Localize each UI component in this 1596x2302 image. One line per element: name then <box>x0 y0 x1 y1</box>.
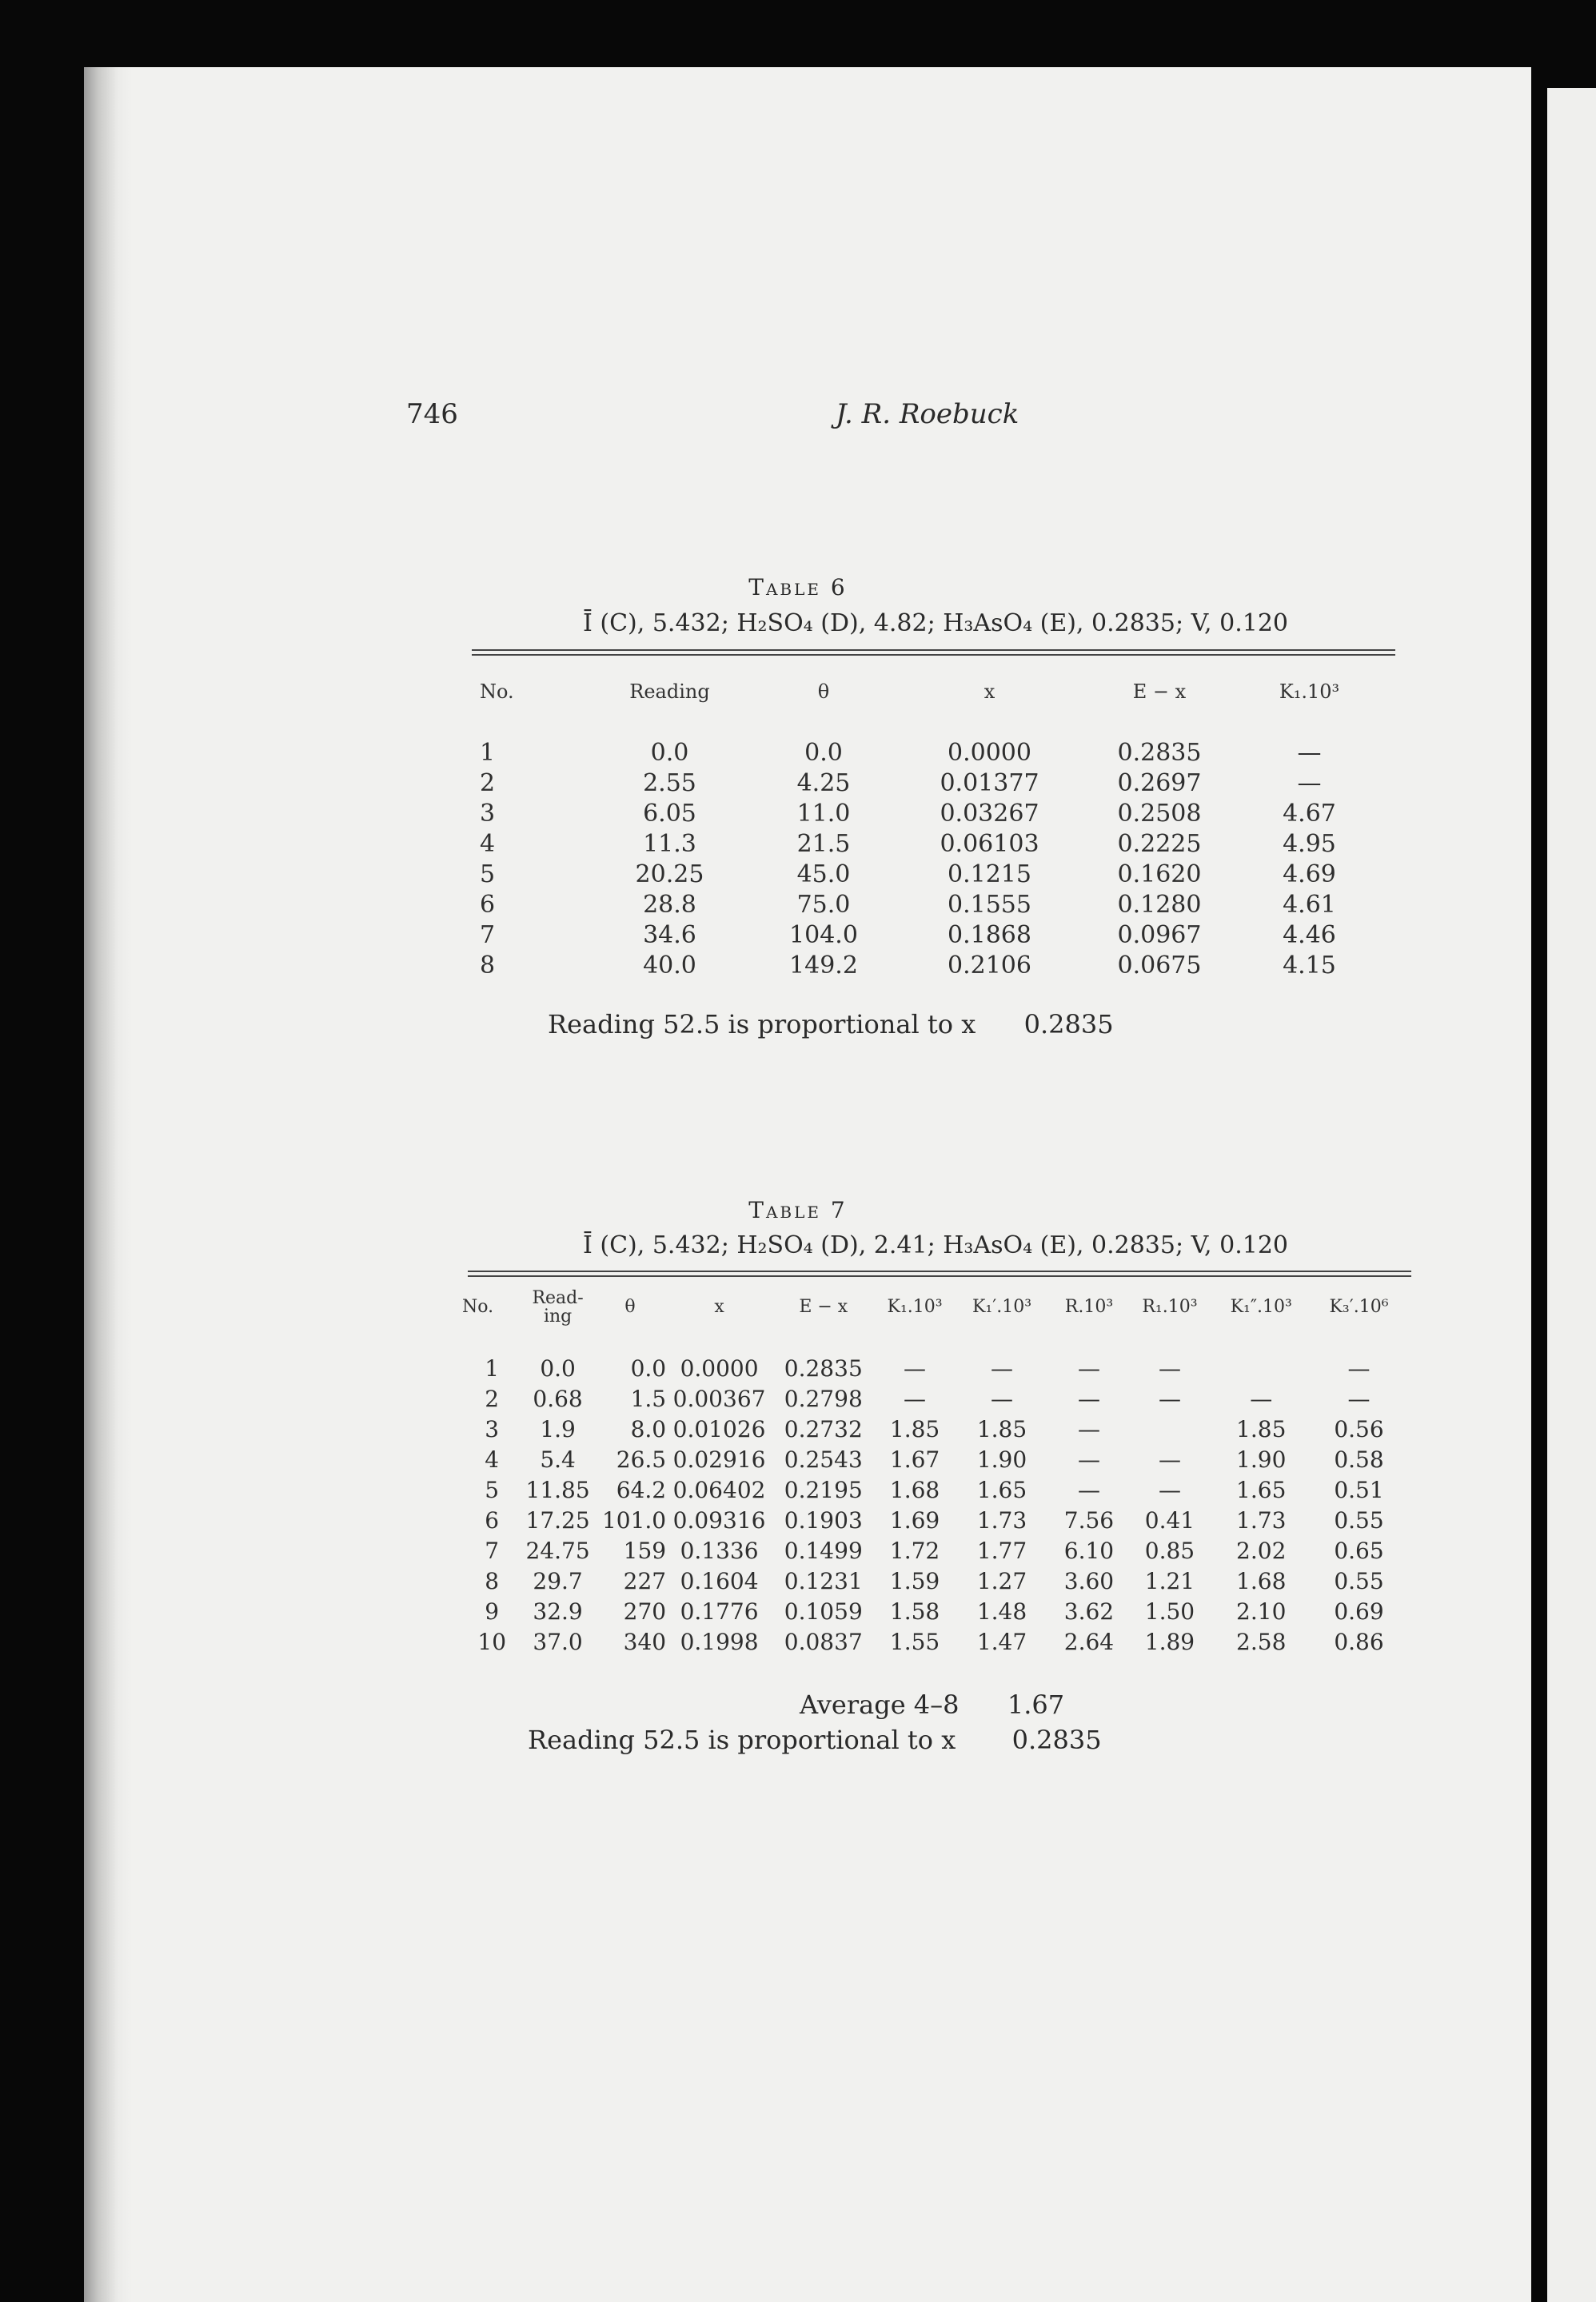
table-cell: 40.0 <box>643 951 696 979</box>
table-cell: 0.58 <box>1334 1446 1384 1473</box>
table-cell: 0.01377 <box>940 768 1039 797</box>
table-cell: — <box>904 1354 927 1382</box>
table-row <box>462 1566 1406 1596</box>
table-row <box>480 950 1375 980</box>
table-cell: 1.21 <box>1144 1567 1195 1594</box>
table7-note-label: Reading 52.5 is proportional to x <box>528 1725 956 1755</box>
table7-rule-top2 <box>468 1275 1411 1277</box>
table-cell: 2 <box>485 1385 500 1412</box>
table-cell: 0.0967 <box>1117 920 1202 949</box>
table-cell: 0.2195 <box>784 1476 863 1503</box>
table-cell: 3.62 <box>1063 1598 1115 1625</box>
table-cell: 45.0 <box>796 860 851 888</box>
table-cell: 159 <box>623 1537 667 1564</box>
table-cell: 4.67 <box>1283 799 1336 828</box>
table-cell: 2.55 <box>643 768 696 797</box>
table-cell: 1.48 <box>976 1598 1027 1625</box>
table-row <box>462 1444 1406 1474</box>
table-cell: 24.75 <box>525 1537 590 1564</box>
table6-subtitle: Ī (C), 5.432; H₂SO₄ (D), 4.82; H₃AsO₄ (E), 0.2835; V, 0.120 <box>583 609 1288 637</box>
table-cell: 0.2732 <box>784 1415 863 1442</box>
col-header-reading: Read-ing <box>532 1287 584 1327</box>
table-cell: 1.90 <box>1236 1446 1287 1473</box>
table-cell: 0.69 <box>1334 1598 1384 1625</box>
table7-rule-top <box>468 1271 1411 1272</box>
table-cell: 0.1499 <box>784 1537 863 1564</box>
table-cell: 2.58 <box>1236 1628 1287 1655</box>
table-cell: 0.86 <box>1334 1628 1384 1655</box>
table-cell: 227 <box>623 1567 667 1594</box>
table-cell: — <box>1297 768 1322 797</box>
table-cell: 0.56 <box>1334 1415 1384 1442</box>
col-header-theta: θ <box>624 1297 636 1318</box>
table-cell: 1.65 <box>976 1476 1027 1503</box>
col-header-no: No. <box>462 1297 494 1318</box>
running-head <box>0 398 1596 430</box>
col-header-k1-double-prime: K₁″.10³ <box>1230 1297 1292 1318</box>
table-row <box>462 1335 1406 1383</box>
table-cell: 104.0 <box>789 920 858 949</box>
col-header-theta: θ <box>817 680 830 703</box>
table-cell: 0.1868 <box>948 920 1031 949</box>
table-cell: 1.9 <box>540 1415 576 1442</box>
table6-note-value: 0.2835 <box>1023 1009 1114 1039</box>
table-cell: 0.55 <box>1334 1567 1384 1594</box>
table-cell: 0.01026 <box>672 1415 766 1442</box>
table-cell: 1.69 <box>889 1506 940 1534</box>
table-cell: 4.95 <box>1283 829 1336 858</box>
table-cell: 4.15 <box>1283 951 1336 979</box>
table-cell: 0.03267 <box>940 799 1039 828</box>
table7 <box>462 1279 1406 1657</box>
table-cell: 0.1620 <box>1117 860 1202 888</box>
table-cell: 8 <box>485 1567 500 1594</box>
table-cell: 75.0 <box>796 890 851 919</box>
table-cell: 1.47 <box>976 1628 1027 1655</box>
table-cell: 3 <box>485 1415 500 1442</box>
table6-note <box>548 1009 1114 1039</box>
table-cell: — <box>1158 1385 1181 1412</box>
table-cell: 34.6 <box>643 920 696 949</box>
table-cell: — <box>1077 1415 1100 1442</box>
table-cell: 10 <box>477 1628 507 1655</box>
table-cell: 0.1776 <box>680 1598 759 1625</box>
table-cell: 0.06103 <box>940 829 1039 858</box>
table-cell: 0.55 <box>1334 1506 1384 1534</box>
table-cell: 149.2 <box>789 951 858 979</box>
table-cell: 1.68 <box>889 1476 940 1503</box>
col-header-k1-prime: K₁′.10³ <box>972 1297 1032 1318</box>
table6 <box>480 664 1375 980</box>
table-row <box>462 1414 1406 1444</box>
table-cell: 6.05 <box>643 799 696 828</box>
table-row <box>462 1383 1406 1414</box>
table-cell: 0.0837 <box>784 1628 863 1655</box>
table-cell: 3 <box>480 799 496 828</box>
table-cell: 1.73 <box>976 1506 1027 1534</box>
table-cell: — <box>1077 1354 1100 1382</box>
table-cell: 11.85 <box>525 1476 590 1503</box>
table-cell: — <box>1158 1446 1181 1473</box>
table-cell: 8 <box>480 951 496 979</box>
table-cell: 0.1998 <box>680 1628 759 1655</box>
col-header-r: R.10³ <box>1064 1297 1114 1318</box>
table-cell: 0.0675 <box>1117 951 1202 979</box>
table-cell: 32.9 <box>533 1598 583 1625</box>
table-cell: 0.2508 <box>1117 799 1202 828</box>
col-header-x: x <box>984 680 996 703</box>
table-cell: 7.56 <box>1063 1506 1115 1534</box>
table-cell: 1.72 <box>889 1537 940 1564</box>
table-cell: 0.85 <box>1144 1537 1195 1564</box>
table-cell: 0.1604 <box>680 1567 759 1594</box>
table-cell: 28.8 <box>643 890 696 919</box>
table-cell: 1.59 <box>889 1567 940 1594</box>
table-cell: 7 <box>485 1537 500 1564</box>
table-cell: 2 <box>480 768 496 797</box>
table-cell: — <box>1297 738 1322 767</box>
table-cell: — <box>1158 1354 1181 1382</box>
table-cell: 0.1215 <box>948 860 1031 888</box>
table-cell: 5 <box>485 1476 500 1503</box>
table-row <box>462 1474 1406 1505</box>
table-cell: 1.90 <box>976 1446 1027 1473</box>
table-cell: — <box>991 1354 1013 1382</box>
table-cell: 7 <box>480 920 496 949</box>
table-row <box>480 720 1375 768</box>
table-cell: 1.73 <box>1236 1506 1287 1534</box>
table-cell: 11.3 <box>643 829 696 858</box>
table-cell: 0.02916 <box>672 1446 766 1473</box>
table-cell: 4.69 <box>1283 860 1336 888</box>
table-cell: 1.85 <box>889 1415 940 1442</box>
table-cell: 0.2543 <box>784 1446 863 1473</box>
table-cell: 1.68 <box>1236 1567 1287 1594</box>
table-cell: 0.0 <box>804 738 843 767</box>
table6-header-row <box>480 664 1375 720</box>
table-cell: 1.85 <box>1236 1415 1287 1442</box>
table-cell <box>1210 1335 1312 1383</box>
table-cell: 0.2225 <box>1117 829 1202 858</box>
table-cell: 2.64 <box>1063 1628 1115 1655</box>
table-cell: 0.1280 <box>1117 890 1202 919</box>
table-cell: 5.4 <box>540 1446 576 1473</box>
table6-rule-top2 <box>472 654 1395 656</box>
table-cell: 2.10 <box>1236 1598 1287 1625</box>
table-cell: 0.1059 <box>784 1598 863 1625</box>
table-cell: 340 <box>623 1628 667 1655</box>
table-cell: 0.0 <box>630 1354 667 1382</box>
col-header-no: No. <box>480 680 514 703</box>
table-cell: 0.0000 <box>948 738 1031 767</box>
table7-header-row <box>462 1279 1406 1335</box>
table-row <box>480 798 1375 828</box>
table-cell: 101.0 <box>601 1506 667 1534</box>
table-cell: 0.41 <box>1144 1506 1195 1534</box>
table-row <box>480 889 1375 920</box>
table-cell: 4.46 <box>1283 920 1336 949</box>
table-cell: 270 <box>623 1598 667 1625</box>
table-cell: 1.89 <box>1144 1628 1195 1655</box>
table-cell: — <box>1077 1476 1100 1503</box>
table-cell: 0.1231 <box>784 1567 863 1594</box>
col-header-reading: Reading <box>629 680 710 703</box>
table-cell: 1.58 <box>889 1598 940 1625</box>
table-cell: 6.10 <box>1063 1537 1115 1564</box>
table-cell: 0.06402 <box>672 1476 766 1503</box>
table-row <box>462 1535 1406 1566</box>
table-cell: 4 <box>480 829 496 858</box>
table-cell: 3.60 <box>1063 1567 1115 1594</box>
table-cell: 0.0000 <box>680 1354 759 1382</box>
table-cell: 4.61 <box>1283 890 1336 919</box>
table-cell: 1 <box>485 1354 500 1382</box>
table6-title: Table 6 <box>748 574 848 600</box>
table-cell: 6 <box>485 1506 500 1534</box>
col-header-r1: R₁.10³ <box>1142 1297 1198 1318</box>
table-cell: 0.2106 <box>948 951 1031 979</box>
table-row <box>480 859 1375 889</box>
table-cell: — <box>1347 1385 1371 1412</box>
table-cell: 0.2835 <box>784 1354 863 1382</box>
table-cell: 20.25 <box>635 860 704 888</box>
table-cell: 0.68 <box>533 1385 583 1412</box>
col-header-x: x <box>714 1297 724 1318</box>
table-cell: 8.0 <box>630 1415 667 1442</box>
table-cell: 1.65 <box>1236 1476 1287 1503</box>
table-cell: — <box>1347 1354 1371 1382</box>
table-cell: 0.2835 <box>1117 738 1202 767</box>
table-cell: — <box>1158 1476 1181 1503</box>
table-cell: 29.7 <box>533 1567 583 1594</box>
table-row <box>480 920 1375 950</box>
table-cell: 0.65 <box>1334 1537 1384 1564</box>
page-number: 746 <box>406 398 458 430</box>
table6-rule-top <box>472 649 1395 651</box>
table-cell: 64.2 <box>616 1476 667 1503</box>
table-row <box>462 1505 1406 1535</box>
table7-title: Table 7 <box>748 1197 848 1223</box>
table-cell: — <box>904 1385 927 1412</box>
table-row <box>480 828 1375 859</box>
table-cell: 37.0 <box>533 1628 583 1655</box>
table-cell: 1.5 <box>630 1385 667 1412</box>
col-header-e-minus-x: E − x <box>1132 680 1187 703</box>
col-header-k1: K₁.10³ <box>887 1297 943 1318</box>
table-cell: — <box>991 1385 1013 1412</box>
table7-average-label: Average 4–8 <box>800 1690 960 1720</box>
col-header-k3-prime: K₃′.10⁶ <box>1329 1297 1389 1318</box>
table-cell: 5 <box>480 860 496 888</box>
table-cell: 1.85 <box>976 1415 1027 1442</box>
table-cell: 1.77 <box>976 1537 1027 1564</box>
table7-average-value: 1.67 <box>1007 1690 1065 1720</box>
col-header-e-minus-x: E − x <box>799 1297 848 1318</box>
table-cell: 0.1903 <box>784 1506 863 1534</box>
table-cell: 11.0 <box>796 799 851 828</box>
table-cell: 1.67 <box>889 1446 940 1473</box>
table-cell: 0.51 <box>1334 1476 1384 1503</box>
table6-note-label: Reading 52.5 is proportional to x <box>548 1009 976 1039</box>
table-cell: 0.2798 <box>784 1385 863 1412</box>
table-cell: 1.27 <box>976 1567 1027 1594</box>
table-row <box>462 1596 1406 1626</box>
table-cell: 17.25 <box>525 1506 590 1534</box>
table7-average <box>800 1690 1064 1720</box>
table-cell: — <box>1077 1446 1100 1473</box>
table-cell: 21.5 <box>796 829 851 858</box>
table-cell: — <box>1077 1385 1100 1412</box>
table-cell: 1.55 <box>889 1628 940 1655</box>
table-cell: 6 <box>480 890 496 919</box>
author-name: J. R. Roebuck <box>836 398 1019 430</box>
table-cell: 26.5 <box>616 1446 667 1473</box>
table-row <box>462 1626 1406 1657</box>
table-cell: 2.02 <box>1236 1537 1287 1564</box>
table-cell: — <box>1250 1385 1273 1412</box>
table-cell: 4 <box>485 1446 500 1473</box>
table-cell <box>1129 1414 1210 1444</box>
col-header-k1: K₁.10³ <box>1279 680 1340 703</box>
table-cell: 1 <box>480 738 496 767</box>
table7-note-value: 0.2835 <box>1011 1725 1102 1755</box>
table-cell: 0.0 <box>540 1354 576 1382</box>
table-cell: 0.09316 <box>672 1506 766 1534</box>
table7-note <box>528 1725 1102 1755</box>
table-row <box>480 768 1375 798</box>
table-cell: 9 <box>485 1598 500 1625</box>
table-cell: 0.0 <box>650 738 689 767</box>
table-cell: 0.1336 <box>680 1537 759 1564</box>
table-cell: 0.2697 <box>1117 768 1202 797</box>
table-cell: 4.25 <box>796 768 851 797</box>
table-cell: 1.50 <box>1144 1598 1195 1625</box>
table-cell: 0.00367 <box>672 1385 766 1412</box>
table7-subtitle: Ī (C), 5.432; H₂SO₄ (D), 2.41; H₃AsO₄ (E), 0.2835; V, 0.120 <box>583 1231 1288 1259</box>
table-cell: 0.1555 <box>948 890 1031 919</box>
